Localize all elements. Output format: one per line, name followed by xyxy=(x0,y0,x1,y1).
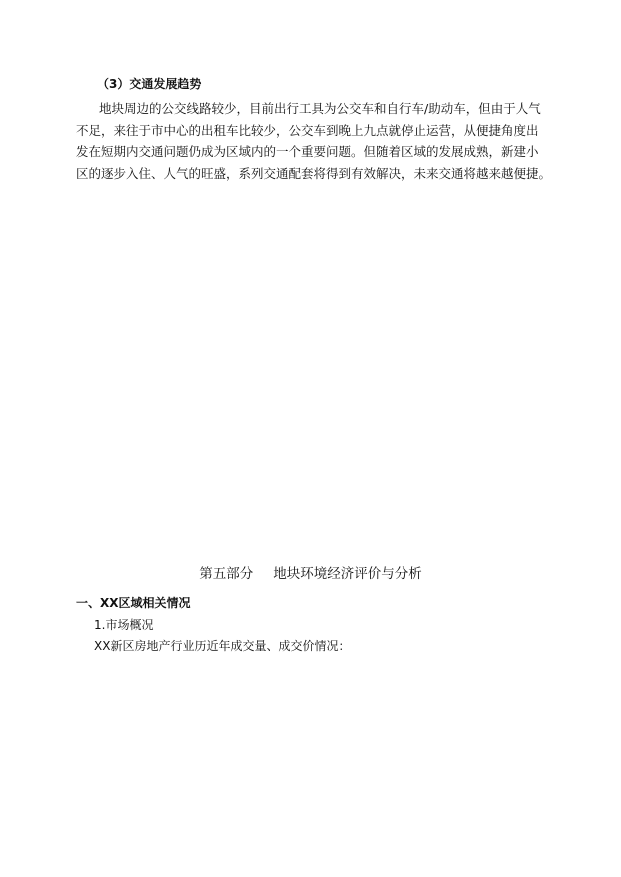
section-heading-traffic-trend: （3）交通发展趋势 xyxy=(97,77,202,91)
subsection-heading-market: 1.市场概况 xyxy=(94,618,154,632)
paragraph-line: 地块周边的公交线路较少，目前出行工具为公交车和自行车/助动车，但由于人气 xyxy=(99,101,541,116)
part-title xyxy=(0,565,621,583)
paragraph-line: 区的逐步入住、人气的旺盛，系列交通配套将得到有效解决，未来交通将越来越便捷。 xyxy=(76,165,552,181)
paragraph-line: 发在短期内交通问题仍成为区域内的一个重要问题。但随着区域的发展成熟，新建小 xyxy=(76,144,539,159)
market-paragraph: XX新区房地产行业历近年成交量、成交价情况： xyxy=(94,639,351,653)
paragraph-line: 不足，来往于市中心的出租车比较少，公交车到晚上九点就停止运营，从便捷角度出 xyxy=(76,122,539,138)
traffic-trend-paragraph xyxy=(76,98,556,184)
part-label: 第五部分 xyxy=(199,566,254,582)
section-heading-region: 一、XX区域相关情况 xyxy=(76,596,191,610)
part-title-text: 地块环境经济评价与分析 xyxy=(273,566,422,582)
